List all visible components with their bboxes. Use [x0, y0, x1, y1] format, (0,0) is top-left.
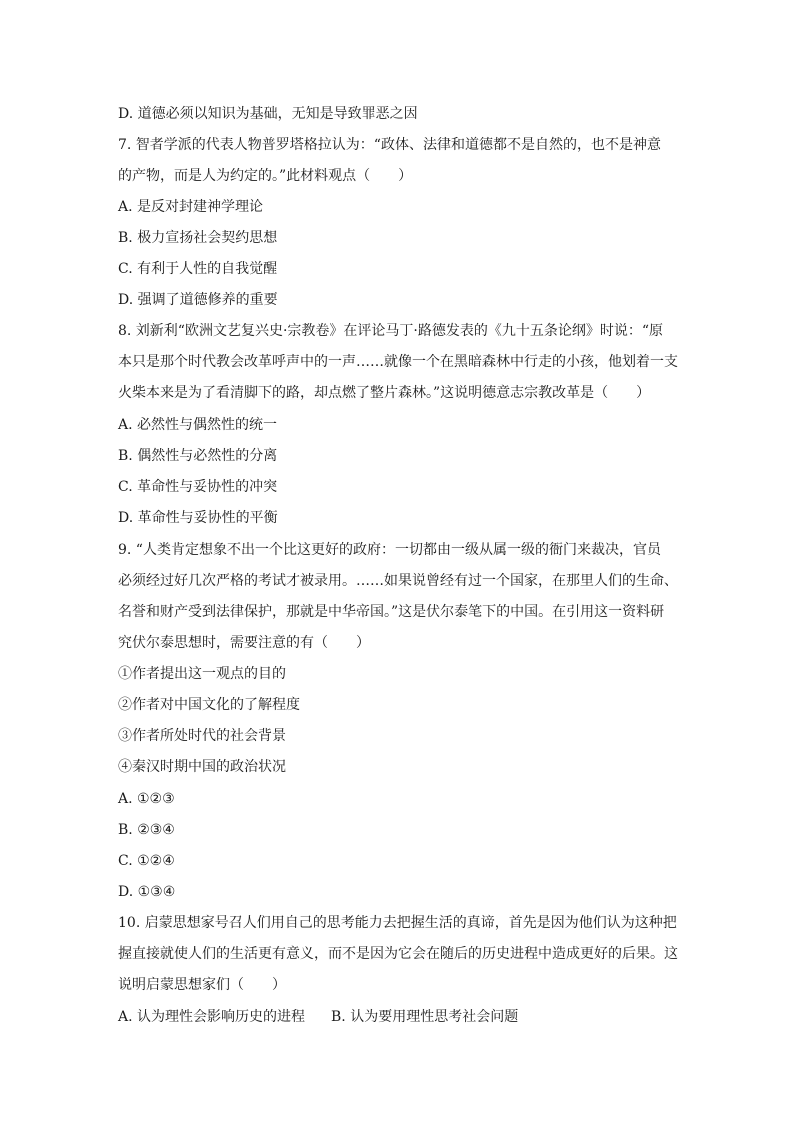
- q9-option-a: A. ①②③: [118, 791, 175, 807]
- q7-stem-line: 的产物，而是人为约定的。”此材料观点（ ）: [118, 168, 413, 184]
- q10-stem-line: 说明启蒙思想家们（ ）: [118, 977, 286, 993]
- q9-stem-line: 名誉和财产受到法律保护，那就是中华帝国。”这是伏尔泰笔下的中国。在引用这一资料研: [118, 604, 665, 620]
- q9-option-d: D. ①③④: [118, 884, 176, 900]
- q7-stem-line: 7. 智者学派的代表人物普罗塔格拉认为：“政体、法律和道德都不是自然的，也不是神意: [118, 137, 661, 153]
- q6-option-d: D. 道德必须以知识为基础，无知是导致罪恶之因: [118, 106, 418, 122]
- q8-stem-line: 火柴本来是为了看清脚下的路，却点燃了整片森林。”这说明德意志宗教改革是（ ）: [118, 385, 651, 401]
- q9-stem-line: 必须经过好几次严格的考试才被录用。……如果说曾经有过一个国家，在那里人们的生命、: [118, 573, 678, 589]
- q8-option-d: D. 革命性与妥协性的平衡: [118, 510, 278, 526]
- q10-option-a: A. 认为理性会影响历史的进程: [118, 1009, 306, 1025]
- q9-item-1: ①作者提出这一观点的目的: [118, 666, 286, 682]
- q9-item-2: ②作者对中国文化的了解程度: [118, 697, 300, 713]
- q10-options-row: [118, 1007, 518, 1027]
- q10-option-b: B. 认为要用理性思考社会问题: [331, 1009, 519, 1025]
- q7-option-a: A. 是反对封建神学理论: [118, 199, 264, 215]
- q7-option-c: C. 有利于人性的自我觉醒: [118, 261, 278, 277]
- q7-option-d: D. 强调了道德修养的重要: [118, 292, 278, 308]
- q9-option-b: B. ②③④: [118, 822, 175, 838]
- q9-stem-line: 9. “人类肯定想象不出一个比这更好的政府：一切都由一级从属一级的衙门来裁决，官员: [118, 542, 661, 558]
- q8-option-c: C. 革命性与妥协性的冲突: [118, 479, 278, 495]
- q8-option-a: A. 必然性与偶然性的统一: [118, 417, 278, 433]
- q8-stem-line: 本只是那个时代教会改革呼声中的一声……就像一个在黑暗森林中行走的小孩，他划着一支: [118, 354, 678, 370]
- q10-stem-line: 握直接就使人们的生活更有意义，而不是因为它会在随后的历史进程中造成更好的后果。这: [118, 946, 678, 962]
- q10-stem-line: 10. 启蒙思想家号召人们用自己的思考能力去把握生活的真谛，首先是因为他们认为这种把: [118, 915, 677, 931]
- q9-option-c: C. ①②④: [118, 853, 175, 869]
- q9-item-4: ④秦汉时期中国的政治状况: [118, 759, 286, 775]
- q8-stem-line: 8. 刘新利“欧洲文艺复兴史·宗教卷》在评论马丁·路德发表的《九十五条论纲》时说：“原: [118, 323, 664, 339]
- q9-item-3: ③作者所处时代的社会背景: [118, 728, 286, 744]
- q9-stem-line: 究伏尔泰思想时，需要注意的有（ ）: [118, 635, 370, 651]
- q7-option-b: B. 极力宣扬社会契约思想: [118, 230, 278, 246]
- q8-option-b: B. 偶然性与必然性的分离: [118, 448, 278, 464]
